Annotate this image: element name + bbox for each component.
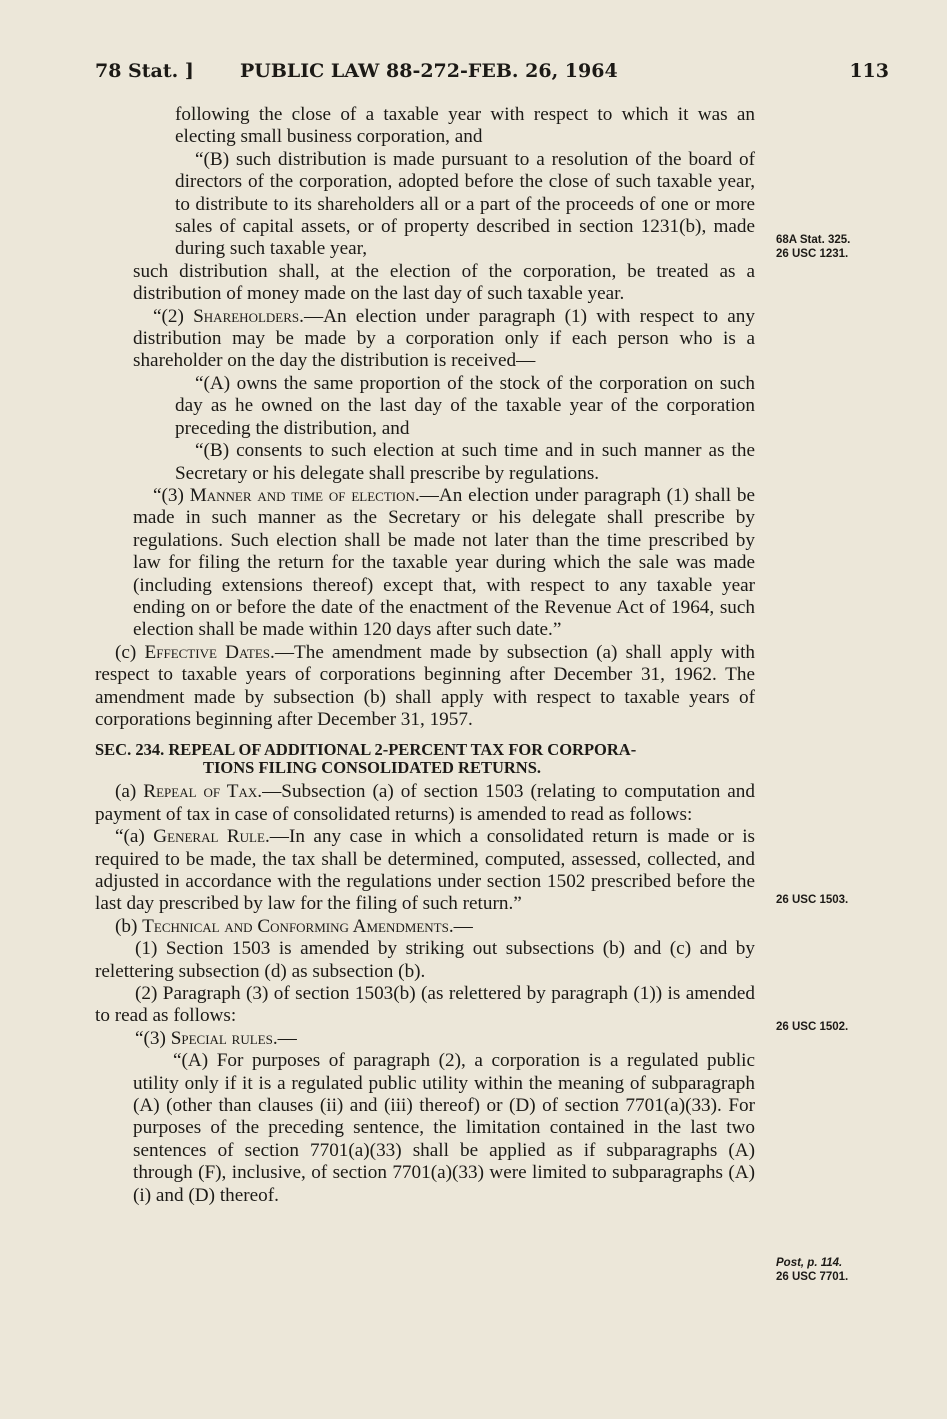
paragraph: “(3) Special rules.— — [135, 1027, 297, 1049]
paragraph: “(3) Manner and time of election.—An election under paragraph (1) shall be made in such manner as the Secretary or his delegate shall prescribe by regulations. Such election shall be made not later than the time prescribed by law for filing the return for the taxable year during which the sale was made (including extensions thereof) except that, with respect to any taxable year ending on or before the date of the enactment of the Revenue Act of 1964, such election shall be made within 120 days after such date.” — [133, 484, 756, 641]
paragraph: “(A) owns the same proportion of the stock of the corporation on such day as he owned on the last day of the taxable year of the corporation preceding the distribution, and — [175, 372, 755, 439]
page-header — [95, 60, 889, 86]
paragraph: (2) Paragraph (3) of section 1503(b) (as relettered by paragraph (1)) is amended to read as follows: — [95, 983, 755, 1027]
section-heading: SEC. 234. REPEAL OF ADDITIONAL 2-PERCENT TAX FOR CORPORA- TIONS FILING CONSOLIDATED RETURNS. — [95, 740, 637, 778]
margin-note: Post, p. 114. 26 USC 7701. — [776, 1257, 849, 1283]
caption: Special rules. — [170, 1027, 278, 1049]
header-title: PUBLIC LAW 88-272-FEB. 26, 1964 — [240, 60, 618, 82]
paragraph: following the close of a taxable year with respect to which it was an electing small business corporation, and — [175, 104, 755, 148]
caption: Manner and time of election. — [189, 484, 420, 506]
caption: Effective Dates. — [144, 641, 275, 663]
paragraph: (c) Effective Dates.—The amendment made by subsection (a) shall apply with respect to taxable years of corporations beginning after December 31, 1962. The amendment made by subsection (b) shall apply with respect to taxable years of corporations beginning after December 31, 1957. — [95, 641, 756, 730]
paragraph: “(a) General Rule.—In any case in which a consolidated return is made or is required to be made, the tax shall be determined, computed, assessed, collected, and adjusted in accordance with the regulations under section 1502 prescribed before the last day prescribed by law for the filing of such return.” — [95, 826, 755, 915]
paragraph: (b) Technical and Conforming Amendments.— — [115, 915, 473, 937]
caption: Repeal of Tax. — [143, 781, 263, 803]
paragraph: “(B) consents to such election at such time and in such manner as the Secretary or his delegate shall prescribe by regulations. — [175, 440, 755, 484]
margin-note: 26 USC 1502. — [776, 1021, 849, 1033]
caption: Technical and Conforming Amendments. — [142, 915, 454, 937]
page-body — [95, 104, 755, 1207]
paragraph: “(2) Shareholders.—An election under paragraph (1) with respect to any distribution may be made by a corporation only if each person who is a shareholder on the day the distribution is received— — [133, 305, 755, 372]
margin-note: 26 USC 1503. — [776, 894, 849, 906]
paragraph: (1) Section 1503 is amended by striking out subsections (b) and (c) and by relettering subsection (d) as subsection (b). — [95, 938, 755, 982]
margin-note: 68A Stat. 325. 26 USC 1231. — [776, 234, 851, 260]
paragraph: “(B) such distribution is made pursuant to a resolution of the board of directors of the corporation, adopted before the close of such taxable year, to distribute to its shareholders all or a part of the proceeds of one or more sales of capital assets, or of property described in section 1231(b), made during such taxable year, — [175, 148, 755, 260]
page-number: 113 — [849, 60, 889, 82]
paragraph: “(A) For purposes of paragraph (2), a corporation is a regulated public utility only if it is a regulated public utility within the meaning of subparagraph (A) (other than clauses (ii) and (iii) thereof) or (D) of section 7701(a)(33). For purposes of the preceding sentence, the limitation contained in the last two sentences of section 7701(a)(33) shall be applied as if subparagraphs (A) through (F), inclusive, of section 7701(a)(33) were limited to subparagraphs (A)(i) and (D) thereof. — [133, 1050, 755, 1206]
paragraph: such distribution shall, at the election of the corporation, be treated as a distribution of money made on the last day of such taxable year. — [133, 260, 755, 305]
caption: General Rule. — [153, 826, 270, 848]
paragraph: (a) Repeal of Tax.—Subsection (a) of section 1503 (relating to computation and payment of tax in case of consolidated returns) is amended to read as follows: — [95, 781, 755, 825]
caption: Shareholders. — [193, 305, 304, 327]
header-volume: 78 Stat. ] — [95, 60, 194, 82]
